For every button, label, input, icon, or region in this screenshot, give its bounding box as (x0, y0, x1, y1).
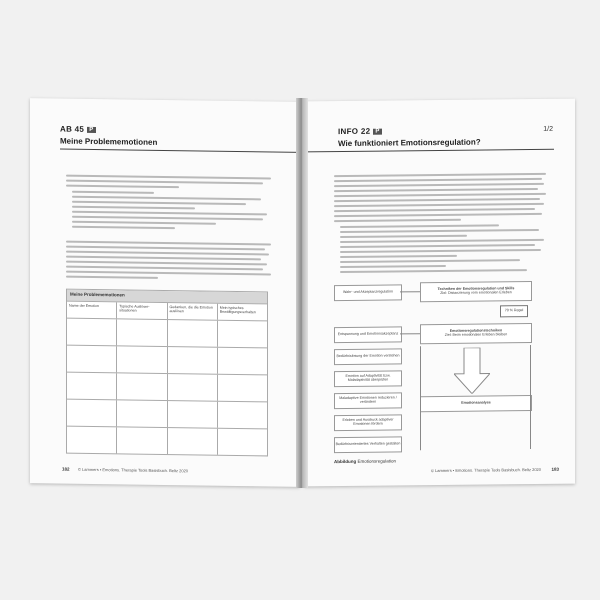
left-page-bullet-list (66, 191, 271, 234)
book-gutter (296, 98, 308, 488)
left-page-rule (60, 149, 300, 153)
left-page-tag (60, 125, 96, 134)
bracket-line (530, 345, 531, 449)
left-page-instruction-text (66, 241, 271, 284)
bracket-line (420, 346, 421, 450)
connector-line (400, 333, 420, 334)
left-page-tag-letter: P (89, 126, 94, 134)
diagram-box: Erleben und Ausdruck adaptiver Emotionen fördern (334, 414, 402, 431)
left-page-number: 182 (62, 466, 70, 472)
figure-caption-text: Emotionsregulation (357, 458, 397, 464)
right-page-tag-letter: P (375, 128, 380, 135)
column-header: Mein typisches Bewältigungsverhalten (219, 305, 256, 315)
table-row (67, 399, 267, 429)
left-page-tag-label: AB 45 (60, 124, 85, 134)
diagram-box: Entspannung und Emotionsakzeptanz (334, 326, 402, 343)
rule-badge: 70 % Regel (500, 305, 528, 317)
diagram-box-skills-title: Techniken der Emotionsregulation und Skills (437, 286, 515, 292)
diagram-box-skills-sub: Ziel: Distanzierung vom emotionalen Erleben (440, 290, 512, 295)
right-page-intro-text (334, 173, 546, 225)
down-arrow-icon (454, 347, 490, 393)
diagram-box: Bedürfnisorientiertes Verhalten gestalten (334, 436, 402, 453)
right-page-rule (304, 149, 554, 153)
table-column-headers (67, 301, 267, 321)
left-page (30, 98, 300, 487)
table-row (67, 345, 267, 375)
left-page-footer: © Lammers • Emotions. Therapie Tools Basisbuch. Beltz 2020 (78, 466, 189, 474)
diagram-box: Bedürfnislosung der Emotion verstehen (334, 348, 402, 365)
right-page-tag-label: INFO 22 (338, 126, 371, 137)
diagram-box-analysis: Emotionsanalyse (420, 395, 532, 412)
left-page-intro-text (66, 175, 271, 193)
open-book (30, 100, 575, 485)
figure-caption (334, 458, 396, 464)
right-page-number: 183 (551, 466, 559, 472)
table-row (67, 318, 267, 348)
table-header: Meine Problememotionen (67, 290, 267, 304)
diagram-box-skills (420, 281, 532, 302)
right-page-tag (338, 127, 382, 136)
right-page (304, 99, 575, 487)
diagram-box: Maladaptive Emotionen reduzieren / verändern (334, 392, 402, 409)
right-page-count: 1/2 (543, 125, 553, 133)
connector-line (400, 291, 420, 292)
column-header: Name der Emotion (67, 302, 117, 319)
diagram-box-techniques-sub: Ziel: Beim emotionalen Erleben bleiben (444, 332, 508, 337)
right-page-title: Wie funktioniert Emotionsregulation? (338, 137, 481, 149)
diagram-box: Emotion auf Adaptivität bzw. Maladaptivität überprüfen (334, 370, 402, 387)
column-header: Gedanken, die die Emotion auslösen (168, 303, 218, 320)
left-page-title: Meine Problememotionen (60, 136, 158, 147)
right-page-bullet-list (334, 224, 546, 276)
figure-caption-label: Abbildung (334, 458, 357, 465)
column-header: Typische Auslösersituationen (117, 302, 167, 319)
problem-emotions-table (66, 289, 268, 457)
table-row (67, 372, 267, 402)
table-row (67, 426, 267, 456)
diagram-box: Wahr- und Akzeptanzregulation (334, 284, 402, 301)
diagram-box-techniques-title: Emotionsregulationstechniken (449, 328, 503, 333)
right-page-footer: © Lammers • Emotions. Therapie Tools Basisbuch. Beltz 2020 (430, 466, 541, 474)
diagram-box-techniques (420, 323, 532, 344)
